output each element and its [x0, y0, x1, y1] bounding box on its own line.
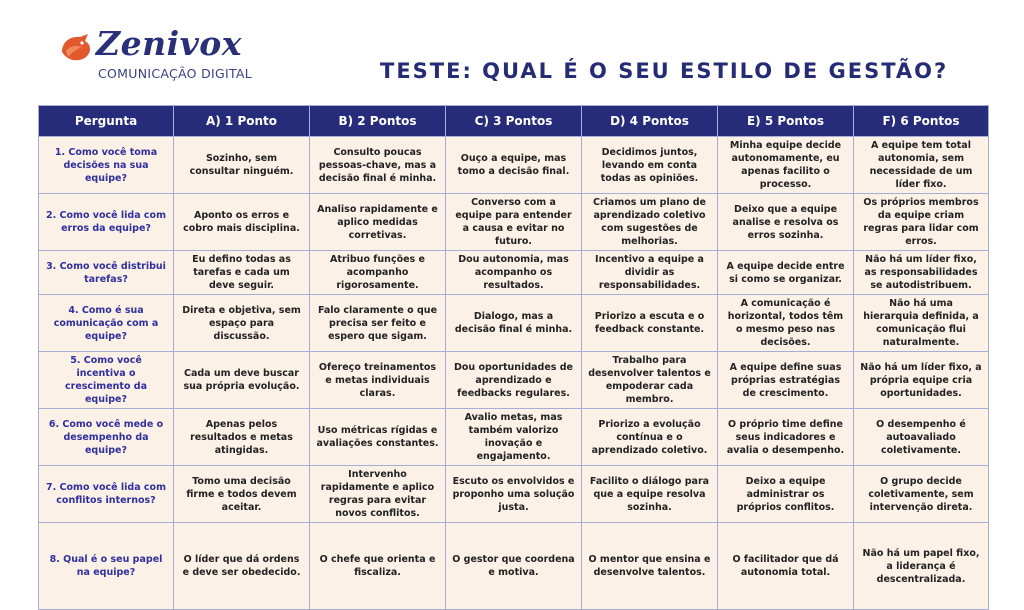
- header-option-c: C) 3 Pontos: [446, 106, 582, 137]
- answer-cell: O desempenho é autoavaliado coletivamente.: [854, 409, 989, 466]
- table-row: [39, 409, 989, 466]
- answer-cell: Avalio metas, mas também valorizo inovação e engajamento.: [446, 409, 582, 466]
- answer-cell: Facilito o diálogo para que a equipe resolva sozinha.: [582, 466, 718, 523]
- answer-cell: Deixo que a equipe analise e resolva os erros sozinha.: [718, 194, 854, 251]
- answer-cell: O gestor que coordena e motiva.: [446, 523, 582, 610]
- answer-cell: Criamos um plano de aprendizado coletivo com sugestões de melhorias.: [582, 194, 718, 251]
- question-cell: 3. Como você distribui tarefas?: [39, 251, 174, 295]
- answer-cell: Não há um líder fixo, as responsabilidades se autodistribuem.: [854, 251, 989, 295]
- table-row: [39, 194, 989, 251]
- answer-cell: A comunicação é horizontal, todos têm o mesmo peso nas decisões.: [718, 295, 854, 352]
- answer-cell: Priorizo a escuta e o feedback constante.: [582, 295, 718, 352]
- answer-cell: Consulto poucas pessoas-chave, mas a decisão final é minha.: [310, 137, 446, 194]
- table-row: [39, 251, 989, 295]
- answer-cell: Direta e objetiva, sem espaço para discussão.: [174, 295, 310, 352]
- answer-cell: Cada um deve buscar sua própria evolução.: [174, 352, 310, 409]
- question-cell: 2. Como você lida com erros da equipe?: [39, 194, 174, 251]
- table-row: [39, 295, 989, 352]
- question-cell: 7. Como você lida com conflitos internos?: [39, 466, 174, 523]
- answer-cell: A equipe define suas próprias estratégias de crescimento.: [718, 352, 854, 409]
- answer-cell: Falo claramente o que precisa ser feito e espero que sigam.: [310, 295, 446, 352]
- question-cell: 1. Como você toma decisões na sua equipe?: [39, 137, 174, 194]
- answer-cell: O grupo decide coletivamente, sem intervenção direta.: [854, 466, 989, 523]
- page-title: TESTE: QUAL É O SEU ESTILO DE GESTÃO?: [380, 59, 949, 83]
- answer-cell: Deixo a equipe administrar os próprios conflitos.: [718, 466, 854, 523]
- answer-cell: A equipe tem total autonomia, sem necessidade de um líder fixo.: [854, 137, 989, 194]
- brand-name: Zenivox: [96, 24, 242, 63]
- answer-cell: Dou oportunidades de aprendizado e feedbacks regulares.: [446, 352, 582, 409]
- answer-cell: Aponto os erros e cobro mais disciplina.: [174, 194, 310, 251]
- answer-cell: Trabalho para desenvolver talentos e empoderar cada membro.: [582, 352, 718, 409]
- table-row: [39, 352, 989, 409]
- brand-tagline: COMUNICAÇÃO DIGITAL: [98, 66, 253, 81]
- answer-cell: Não há um papel fixo, a liderança é descentralizada.: [854, 523, 989, 610]
- answer-cell: Atribuo funções e acompanho rigorosamente.: [310, 251, 446, 295]
- header-row: [39, 106, 989, 137]
- header-option-e: E) 5 Pontos: [718, 106, 854, 137]
- answer-cell: O chefe que orienta e fiscaliza.: [310, 523, 446, 610]
- answer-cell: Não há uma hierarquia definida, a comunicação flui naturalmente.: [854, 295, 989, 352]
- answer-cell: Tomo uma decisão firme e todos devem aceitar.: [174, 466, 310, 523]
- answer-cell: Intervenho rapidamente e aplico regras para evitar novos conflitos.: [310, 466, 446, 523]
- answer-cell: Converso com a equipe para entender a causa e evitar no futuro.: [446, 194, 582, 251]
- table-row: [39, 523, 989, 610]
- zenivox-logo: [58, 24, 268, 84]
- answer-cell: Priorizo a evolução contínua e o aprendizado coletivo.: [582, 409, 718, 466]
- answer-cell: Decidimos juntos, levando em conta todas as opiniões.: [582, 137, 718, 194]
- header-option-f: F) 6 Pontos: [854, 106, 989, 137]
- answer-cell: A equipe decide entre si como se organizar.: [718, 251, 854, 295]
- answer-cell: Eu defino todas as tarefas e cada um deve seguir.: [174, 251, 310, 295]
- table-row: [39, 466, 989, 523]
- answer-cell: O facilitador que dá autonomia total.: [718, 523, 854, 610]
- header-question: Pergunta: [39, 106, 174, 137]
- answer-cell: Os próprios membros da equipe criam regras para lidar com erros.: [854, 194, 989, 251]
- header-option-a: A) 1 Ponto: [174, 106, 310, 137]
- answer-cell: O próprio time define seus indicadores e avalia o desempenho.: [718, 409, 854, 466]
- question-cell: 5. Como você incentiva o crescimento da equipe?: [39, 352, 174, 409]
- test-table: [38, 105, 989, 610]
- answer-cell: O líder que dá ordens e deve ser obedecido.: [174, 523, 310, 610]
- header-option-b: B) 2 Pontos: [310, 106, 446, 137]
- question-cell: 4. Como é sua comunicação com a equipe?: [39, 295, 174, 352]
- header-option-d: D) 4 Pontos: [582, 106, 718, 137]
- answer-cell: Apenas pelos resultados e metas atingidas.: [174, 409, 310, 466]
- question-cell: 6. Como você mede o desempenho da equipe?: [39, 409, 174, 466]
- answer-cell: Analiso rapidamente e aplico medidas corretivas.: [310, 194, 446, 251]
- answer-cell: Dialogo, mas a decisão final é minha.: [446, 295, 582, 352]
- answer-cell: Ouço a equipe, mas tomo a decisão final.: [446, 137, 582, 194]
- answer-cell: Escuto os envolvidos e proponho uma solução justa.: [446, 466, 582, 523]
- answer-cell: O mentor que ensina e desenvolve talentos.: [582, 523, 718, 610]
- answer-cell: Ofereço treinamentos e metas individuais claras.: [310, 352, 446, 409]
- question-cell: 8. Qual é o seu papel na equipe?: [39, 523, 174, 610]
- answer-cell: Dou autonomia, mas acompanho os resultados.: [446, 251, 582, 295]
- answer-cell: Minha equipe decide autonomamente, eu apenas facilito o processo.: [718, 137, 854, 194]
- answer-cell: Não há um líder fixo, a própria equipe cria oportunidades.: [854, 352, 989, 409]
- fox-icon: [58, 32, 96, 66]
- answer-cell: Incentivo a equipe a dividir as responsabilidades.: [582, 251, 718, 295]
- answer-cell: Sozinho, sem consultar ninguém.: [174, 137, 310, 194]
- answer-cell: Uso métricas rígidas e avaliações constantes.: [310, 409, 446, 466]
- table-row: [39, 137, 989, 194]
